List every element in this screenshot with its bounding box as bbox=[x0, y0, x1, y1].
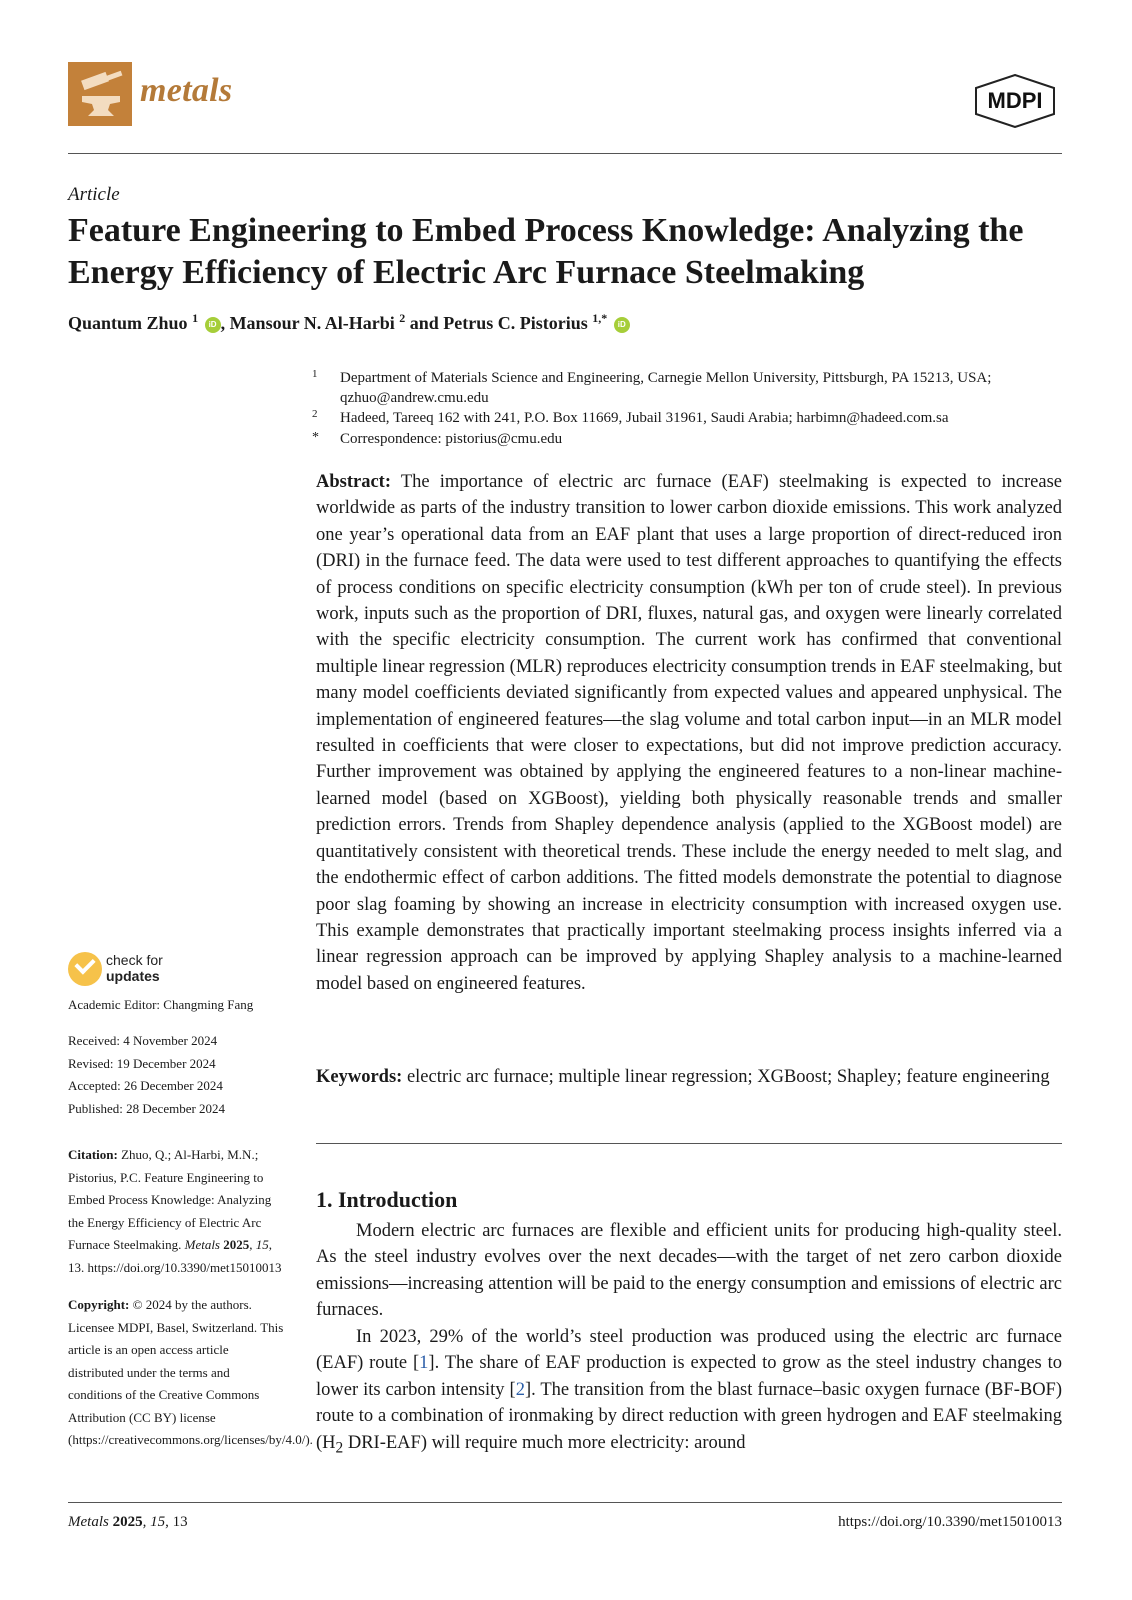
citation-label: Citation: bbox=[68, 1147, 118, 1162]
paragraph bbox=[316, 1324, 1062, 1462]
subscript: 2 bbox=[335, 1439, 344, 1457]
abstract-label: Abstract: bbox=[316, 472, 392, 492]
received-date: Received: 4 November 2024 bbox=[68, 1033, 218, 1048]
check-updates-label: check for bbox=[106, 952, 163, 968]
section-heading: 1. Introduction bbox=[316, 1187, 458, 1212]
author-separator: , bbox=[220, 313, 230, 333]
article-title: Feature Engineering to Embed Process Knowledge: Analyzing the Energy Efficiency of Electric Arc Furnace Steelmaking bbox=[68, 212, 1024, 291]
citation-link[interactable]: 2 bbox=[515, 1379, 525, 1400]
paragraph-text: ]. The transition from the blast furnace–basic oxygen furnace (BF-BOF) route to a combination of ironmaking by direct reduction with green hydrogen and EAF steelmaking (H bbox=[316, 1379, 1062, 1453]
affiliation-mark: * bbox=[312, 430, 319, 445]
author-list bbox=[68, 311, 630, 334]
citation-year: 2025 bbox=[220, 1237, 250, 1252]
affiliation-text: Department of Materials Science and Engineering, Carnegie Mellon University, Pittsburgh, PA 15213, USA; bbox=[340, 370, 992, 386]
affiliation-email[interactable]: qzhuo@andrew.cmu.edu bbox=[340, 390, 489, 406]
abstract-text: The importance of electric arc furnace (EAF) steelmaking is expected to increase worldwide as parts of the industry transition to lower carbon dioxide emissions. This work analyzed one year’s operational data from an EAF plant that uses a large proportion of direct-reduced iron (DRI) in the furnace feed. The data were used to test different approaches to quantifying the effects of process conditions on specific electricity consumption (kWh per ton of crude steel). In previous work, inputs such as the proportion of DRI, fluxes, natural gas, and oxygen were linearly correlated with the specific electricity consumption. The current work has confirmed that conventional multiple linear regression (MLR) reproduces electricity consumption trends in EAF steelmaking, but many model coefficients deviated significantly from expected values and appeared unphysical. The implementation of engineered features—the slag volume and total carbon input—in an MLR model resulted in coefficients that were closer to expectations, but did not improve prediction accuracy. Further improvement was obtained by applying the engineered features to a non-linear machine-learned model (based on XGBoost), yielding both physically reasonable trends and smaller prediction errors. Trends from Shapley dependence analysis (applied to the XGBoost model) are quantitatively consistent with theoretical trends. These include the energy needed to melt slag, and the endothermic effect of carbon additions. The fitted models demonstrate the potential to diagnose poor slag foaming by showing an increase in electricity consumption with increased oxygen use. This example demonstrates that practically important steelmaking process insights inferred via a linear regression approach can be improved by applying Shapley analysis to a machine-learned model based on engineered features. bbox=[316, 472, 1062, 994]
author-affiliation-mark: 2 bbox=[399, 311, 406, 325]
footer-journal: Metals bbox=[68, 1514, 109, 1530]
citation-journal: Metals bbox=[184, 1237, 220, 1252]
correspondence-text: Correspondence: pistorius@cmu.edu bbox=[340, 431, 563, 447]
author-name[interactable]: Petrus C. Pistorius bbox=[443, 313, 588, 333]
section-divider bbox=[316, 1143, 1062, 1144]
paragraph: Modern electric arc furnaces are flexible and efficient units for producing high-quality steel. As the steel industry evolves over the next decades—with the target of net zero carbon dioxide emissions—increasing attention will be paid to the energy consumption and emissions of electric arc furnaces. bbox=[316, 1221, 1062, 1321]
journal-name: metals bbox=[140, 72, 233, 109]
affiliation-text: Hadeed, Tareeq 162 with 241, P.O. Box 11669, Jubail 31961, Saudi Arabia; harbimn@hadeed.com.sa bbox=[340, 410, 949, 426]
copyright bbox=[68, 1294, 313, 1452]
article-type: Article bbox=[68, 184, 120, 205]
paragraph-text: ]. The share of EAF production is expected to grow as the steel industry changes to lower its carbon intensity [ bbox=[316, 1353, 1062, 1400]
author-affiliation-mark: 1,* bbox=[592, 311, 608, 325]
footer-page: , 13 bbox=[165, 1514, 188, 1530]
orcid-icon[interactable]: iD bbox=[614, 317, 630, 333]
publication-dates bbox=[68, 1030, 284, 1120]
author-name[interactable]: Quantum Zhuo bbox=[68, 313, 188, 333]
check-updates-label-bold: updates bbox=[106, 968, 160, 984]
keywords-text: electric arc furnace; multiple linear regression; XGBoost; Shapley; feature engineering bbox=[402, 1067, 1050, 1087]
citation-text: Zhuo, Q.; Al-Harbi, M.N.; Pistorius, P.C. Feature Engineering to Embed Process Knowledge: Analyzing the Energy Efficiency of Electric Arc Furnace Steelmaking. bbox=[68, 1147, 272, 1252]
publisher-name: MDPI bbox=[987, 88, 1043, 113]
publisher-logo bbox=[970, 74, 1060, 128]
citation-link[interactable]: 1 bbox=[419, 1353, 429, 1374]
author-name[interactable]: Mansour N. Al-Harbi bbox=[229, 313, 395, 333]
copyright-text: © 2024 by the authors. Licensee MDPI, Basel, Switzerland. This article is an open access article distributed under the terms and conditions of the Creative Commons Attribution (CC BY) license (https://creativecommons.org/licenses/by/4.0/). bbox=[68, 1297, 313, 1447]
citation-doi[interactable]: , 13. https://doi.org/10.3390/met15010013 bbox=[68, 1237, 282, 1275]
orcid-icon[interactable]: iD bbox=[205, 317, 221, 333]
anvil-icon bbox=[68, 62, 132, 126]
keywords-label: Keywords: bbox=[316, 1067, 403, 1087]
affiliation-mark: 1 bbox=[312, 368, 318, 380]
header-divider bbox=[68, 153, 1062, 154]
affiliation-mark: 2 bbox=[312, 408, 318, 420]
author-affiliation-mark: 1 bbox=[192, 311, 199, 325]
accepted-date: Accepted: 26 December 2024 bbox=[68, 1078, 223, 1093]
abstract bbox=[316, 469, 1062, 997]
paragraph-text: DRI-EAF) will require much more electricity: around bbox=[343, 1432, 746, 1453]
citation bbox=[68, 1144, 284, 1279]
revised-date: Revised: 19 December 2024 bbox=[68, 1055, 216, 1071]
footer-citation bbox=[68, 1514, 188, 1531]
published-date: Published: 28 December 2024 bbox=[68, 1100, 226, 1116]
academic-editor: Academic Editor: Changming Fang bbox=[68, 997, 254, 1012]
footer-year: 2025 bbox=[108, 1514, 143, 1530]
footer-divider bbox=[68, 1502, 1062, 1503]
journal-logo bbox=[68, 62, 132, 126]
keywords bbox=[316, 1064, 1062, 1090]
footer-volume: , 15 bbox=[142, 1514, 166, 1530]
author-separator: and bbox=[405, 313, 444, 333]
citation-volume: , 15 bbox=[249, 1237, 269, 1252]
paragraph-text: In 2023, 29% of the world’s steel production was produced using the electric arc furnace (EAF) route [ bbox=[316, 1327, 1062, 1374]
footer-doi-link[interactable]: https://doi.org/10.3390/met15010013 bbox=[838, 1514, 1062, 1530]
copyright-label: Copyright: bbox=[68, 1297, 130, 1312]
